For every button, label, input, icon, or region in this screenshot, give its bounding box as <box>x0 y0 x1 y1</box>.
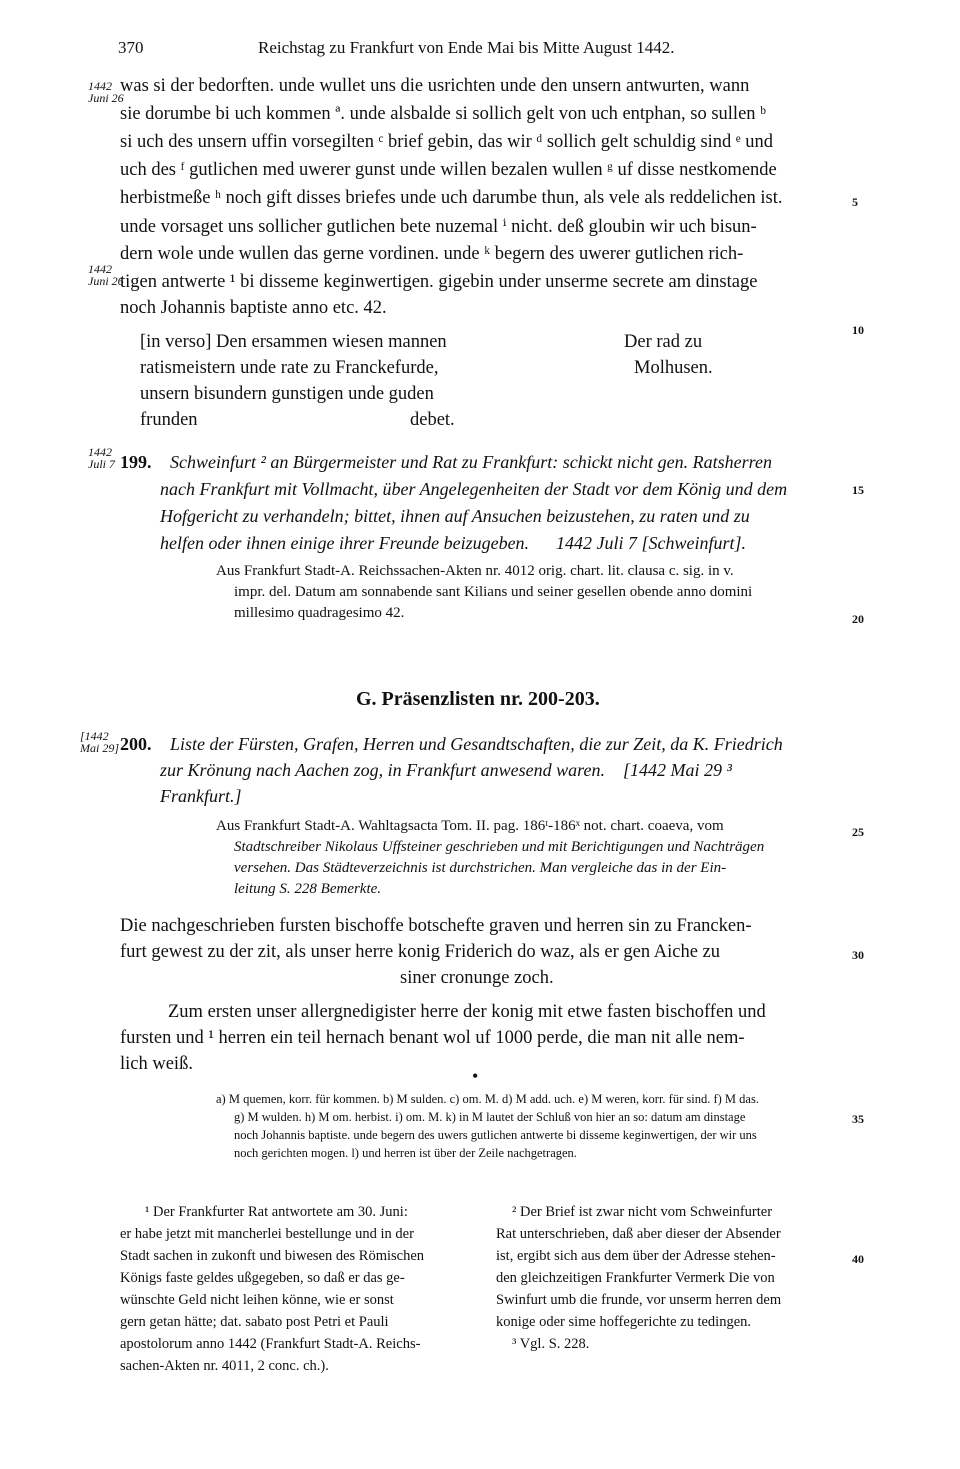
apparatus-line: noch gerichten mogen. l) und herren ist über der Zeile nachgetragen. <box>234 1146 577 1160</box>
letter-line: dern wole unde wullen das gerne vordinen. unde ᵏ begern des uwerer gutlichen rich- <box>120 244 744 264</box>
letter-line: unde vorsaget uns sollicher gutlichen bete nuzemal ⁱ nicht. deß gloubin wir uch bisun- <box>120 217 757 237</box>
margin-date-day: Juni 26 <box>88 91 124 105</box>
sender-line: Molhusen. <box>634 358 713 378</box>
source-line: impr. del. Datum am sonnabende sant Kilians und seiner gesellen obende anno domini <box>234 584 753 600</box>
footnote-line: er habe jetzt mit mancherlei bestellunge und in der <box>120 1226 414 1242</box>
sender-line: Der rad zu <box>624 332 703 352</box>
source-line: millesimo quadragesimo 42. <box>234 605 405 621</box>
apparatus-line: a) M quemen, korr. für kommen. b) M sulden. c) om. M. d) M add. uch. e) M weren, korr. für sind. f) M das. <box>216 1092 759 1106</box>
footnote-line: Rat unterschrieben, daß aber dieser der Absender <box>496 1226 781 1242</box>
address-debet: debet. <box>410 410 455 430</box>
footnote-line: gern getan hätte; dat. sabato post Petri et Pauli <box>120 1314 389 1330</box>
letter-line: si uch des unsern uffin vorsegilten ᶜ brief gebin, das wir ᵈ sollich gelt schuldig sind ᵉ und <box>120 132 774 152</box>
letter-line: sie dorumbe bi uch kommen ª. unde alsbalde si sollich gelt von uch entphan, so sullen ᵇ <box>120 104 766 124</box>
regest-line: nach Frankfurt mit Vollmacht, über Angelegenheiten der Stadt vor dem König und dem <box>160 479 788 499</box>
regest-line: Schweinfurt ² an Bürgermeister und Rat zu Frankfurt: schickt nicht gen. Ratsherren <box>170 452 772 472</box>
line-number: 15 <box>852 483 864 497</box>
text-line: fursten und ¹ herren ein teil hernach benant wol uf 1000 perde, die man nit alle nem- <box>120 1028 745 1048</box>
line-number: 10 <box>852 323 864 337</box>
source-line: Aus Frankfurt Stadt-A. Wahltagsacta Tom. II. pag. 186ᵗ-186ˣ not. chart. coaeva, vom <box>216 818 724 834</box>
letter-line: noch Johannis baptiste anno etc. 42. <box>120 298 387 318</box>
regest-line: Hofgericht zu verhandeln; bittet, ihnen auf Ansuchen beizustehen, zu raten und zu <box>160 506 750 526</box>
margin-date <box>88 446 115 470</box>
bullet-mark: • <box>472 1066 479 1086</box>
document-number: 200. <box>120 734 152 754</box>
margin-date-day: Mai 29] <box>80 741 119 755</box>
margin-date-year: 1442 <box>88 445 112 459</box>
footnote-line: konige oder sime hoffegerichte zu tedingen. <box>496 1314 752 1330</box>
footnote-line: sachen-Akten nr. 4011, 2 conc. ch.). <box>120 1358 329 1374</box>
address-line: [in verso] Den ersammen wiesen mannen <box>140 332 447 352</box>
regest-line: Liste der Fürsten, Grafen, Herren und Gesandtschaften, die zur Zeit, da K. Friedrich <box>170 734 783 754</box>
line-number: 25 <box>852 825 864 839</box>
footnote-line: ³ Vgl. S. 228. <box>512 1336 590 1352</box>
footnote-line: Königs faste geldes ußgegeben, so daß er das ge- <box>120 1270 405 1286</box>
address-line: unsern bisundern gunstigen unde guden <box>140 384 434 404</box>
text-line: Die nachgeschrieben fursten bischoffe botschefte graven und herren sin zu Francken- <box>120 916 752 936</box>
letter-line: tigen antwerte ¹ bi disseme keginwertigen. gigebin under unserme secrete am dinstage <box>120 272 758 292</box>
running-title: Reichstag zu Frankfurt von Ende Mai bis Mitte August 1442. <box>258 38 675 57</box>
footnote-line: wünschte Geld nicht leihen könne, wie er sonst <box>120 1292 394 1308</box>
margin-date-day: Juni 26 <box>88 274 124 288</box>
source-line: Stadtschreiber Nikolaus Uffsteiner geschrieben und mit Berichtigungen und Nachträgen <box>234 839 765 855</box>
margin-date-year: [1442 <box>80 729 109 743</box>
apparatus-line: g) M wulden. h) M om. herbist. i) om. M. k) in M lautet der Schluß von hier an so: datum am dinstage <box>234 1110 746 1124</box>
apparatus-line: noch Johannis baptiste. unde begern des uwers gutlichen antwerte bi disseme keginwertigen, der wir uns <box>234 1128 757 1142</box>
source-line: leitung S. 228 Bemerkte. <box>234 881 382 897</box>
margin-date <box>88 263 124 287</box>
footnote-line: ¹ Der Frankfurter Rat antwortete am 30. Juni: <box>145 1204 408 1220</box>
letter-line: uch des ᶠ gutlichen med uwerer gunst unde willen bezalen wullen ᵍ uf disse nestkomende <box>120 160 777 180</box>
regest-line: Frankfurt.] <box>160 786 242 806</box>
line-number: 40 <box>852 1252 864 1266</box>
footnote-line: Swinfurt umb die frunde, vor unserm herren dem <box>496 1292 782 1308</box>
page-number: 370 <box>118 38 144 57</box>
letter-line: herbistmeße ʰ noch gift disses briefes unde uch darumbe thun, als vele als reddelichen ist. <box>120 188 783 208</box>
margin-date-year: 1442 <box>88 79 112 93</box>
text-line: Zum ersten unser allergnedigister herre der konig mit etwe fasten bischoffen und <box>168 1002 766 1022</box>
line-number: 20 <box>852 612 864 626</box>
letter-line: was si der bedorften. unde wullet uns die usrichten unde den unsern antwurten, wann <box>120 76 750 96</box>
line-number: 5 <box>852 195 858 209</box>
address-line: frunden <box>140 410 198 430</box>
regest-line: zur Krönung nach Aachen zog, in Frankfurt anwesend waren. [1442 Mai 29 ³ <box>160 760 732 780</box>
regest-line: helfen oder ihnen einige ihrer Freunde beizugeben. 1442 Juli 7 [Schweinfurt]. <box>160 533 747 553</box>
line-number: 35 <box>852 1112 864 1126</box>
footnote-line: ist, ergibt sich aus dem über der Adresse stehen- <box>496 1248 776 1264</box>
footnote-line: ² Der Brief ist zwar nicht vom Schweinfurter <box>512 1204 773 1220</box>
footnote-line: apostolorum anno 1442 (Frankfurt Stadt-A. Reichs- <box>120 1336 421 1352</box>
margin-date-day: Juli 7 <box>88 457 115 471</box>
source-line: versehen. Das Städteverzeichnis ist durchstrichen. Man vergleiche das in der Ein- <box>234 860 727 876</box>
text-line: lich weiß. <box>120 1054 193 1074</box>
footnote-line: Stadt sachen in zukonft und biwesen des Römischen <box>120 1248 425 1264</box>
text-line: siner cronunge zoch. <box>400 968 554 988</box>
margin-date <box>88 80 124 104</box>
margin-date <box>80 730 119 754</box>
line-number: 30 <box>852 948 864 962</box>
source-line: Aus Frankfurt Stadt-A. Reichssachen-Akten nr. 4012 orig. chart. lit. clausa c. sig. in v. <box>216 563 734 579</box>
text-line: furt gewest zu der zit, als unser herre konig Friderich do waz, als er gen Aiche zu <box>120 942 721 962</box>
address-line: ratismeistern unde rate zu Franckefurde, <box>140 358 439 378</box>
margin-date-year: 1442 <box>88 262 112 276</box>
document-number: 199. <box>120 452 152 472</box>
footnote-line: den gleichzeitigen Frankfurter Vermerk Die von <box>496 1270 775 1286</box>
section-heading: G. Präsenzlisten nr. 200-203. <box>356 688 600 710</box>
